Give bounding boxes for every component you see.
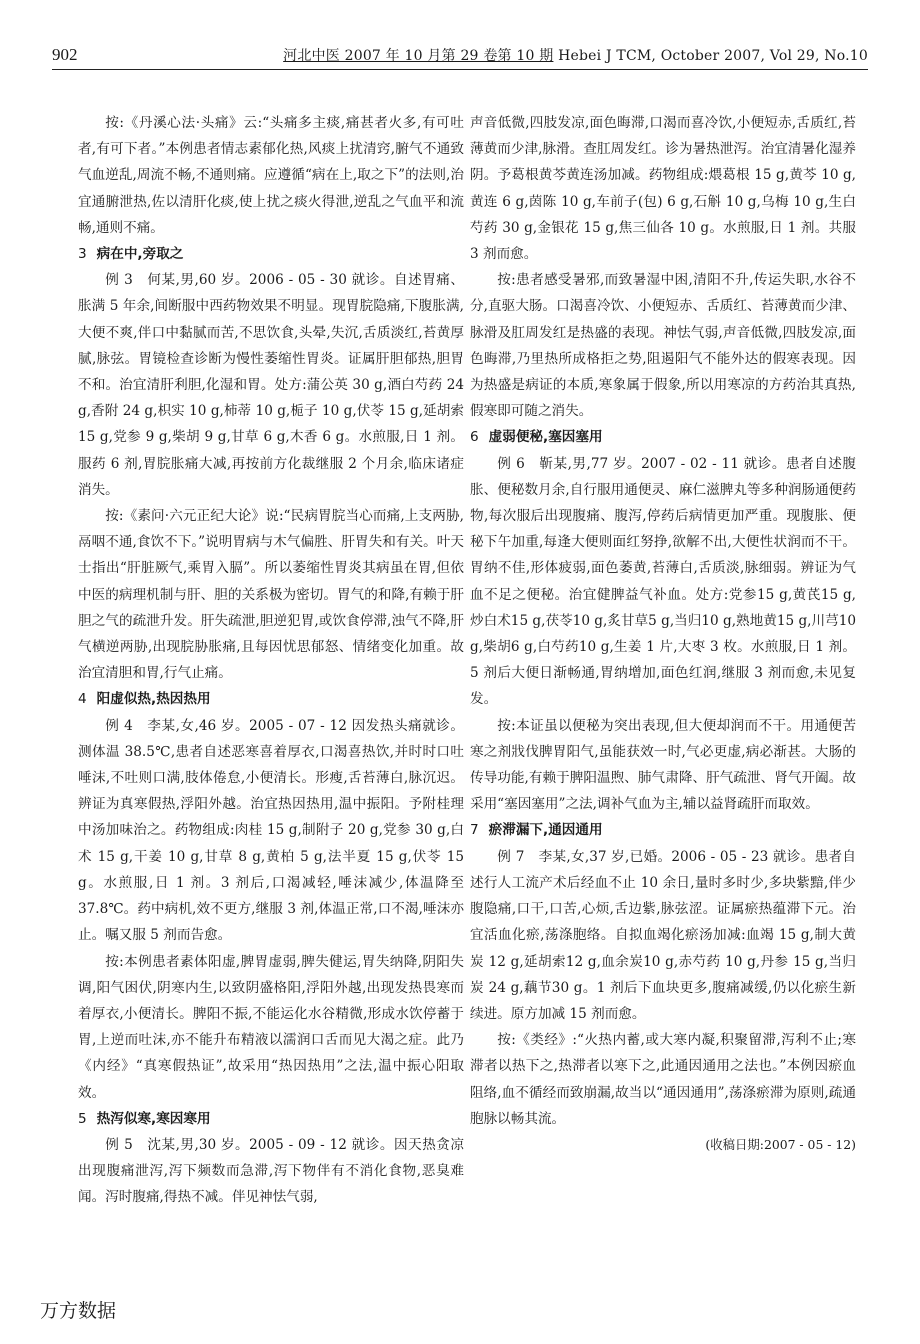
section-number: 7 (470, 822, 479, 839)
commentary-paragraph: 按:《素问·六元正纪大论》说:“民病胃脘当心而痛,上支两胁,鬲咽不通,食饮不下。”说明胃病与木气偏胜、肝胃失和有关。叶天士指出“肝脏厥气,乘胃入膈”。所以萎缩性胃炎其病虽在胃,但依中医的病理机制与肝、胆的关系极为密切。胃气的和降,有赖于肝胆之气的疏泄升发。肝失疏泄,胆逆犯胃,或饮食停滞,浊气不降,肝气横逆两胁,出现脘胁胀痛,且每因忧思郁怒、情绪变化加重。故治宜清胆和胃,行气止痛。 (78, 508, 464, 682)
left-column (78, 110, 464, 1211)
section-title: 瘀滞漏下,通因通用 (488, 822, 603, 839)
case-paragraph: 例 5 沈某,男,30 岁。2005 - 09 - 12 就诊。因天热贪凉出现腹痛泄泻,泻下频数而急滞,泻下物伴有不消化食物,恶臭难闻。泻时腹痛,得热不减。伴见神怯气弱, (78, 1136, 464, 1206)
commentary-paragraph: 按:本例患者素体阳虚,脾胃虚弱,脾失健运,胃失纳降,阴阳失调,阳气困伏,阴寒内生,以致阴盛格阳,浮阳外越,出现发热畏寒而着厚衣,小便清长。脾阳不振,不能运化水谷精微,形成水饮停蓄于胃,上逆而吐沫,亦不能升布精液以濡润口舌而见大渴之症。此乃《内经》“真寒假热证”,故采用“热因热用”之法,温中振心阳取效。 (78, 953, 464, 1101)
section-number: 5 (78, 1110, 87, 1127)
section-heading-5 (78, 1106, 464, 1132)
right-column (470, 110, 856, 1158)
case-paragraph-continued: 声音低微,四肢发凉,面色晦滞,口渴而喜冷饮,小便短赤,舌质红,苔薄黄而少津,脉滑。查肛周发红。诊为暑热泄泻。治宜清暑化湿养阴。予葛根黄芩黄连汤加减。药物组成:煨葛根 15 g,黄芩 10 g,黄连 6 g,茵陈 10 g,车前子(包) 6 g,石斛 10 g,乌梅 10 g,生白芍药 30 g,金银花 15 g,焦三仙各 10 g。水煎服,日 1 剂。共服 3 剂而愈。 (470, 115, 856, 263)
section-heading-6 (470, 424, 856, 450)
journal-citation (283, 45, 868, 65)
section-title: 病在中,旁取之 (96, 246, 184, 263)
page-number: 902 (52, 45, 78, 64)
commentary-paragraph: 按:患者感受暑邪,而致暑湿中困,清阳不升,传运失职,水谷不分,直驱大肠。口渴喜冷饮、小便短赤、舌质红、苔薄黄而少津、脉滑及肛周发红是热盛的表现。神怯气弱,声音低微,四肢发凉,面色晦滞,乃里热所成格拒之势,阻遏阳气不能外达的假寒表现。因为热盛是病证的本质,寒象属于假象,所以用寒凉的方药治其真热,假寒即可随之消失。 (470, 272, 856, 420)
case-paragraph: 例 7 李某,女,37 岁,已婚。2006 - 05 - 23 就诊。患者自述行人工流产术后经血不止 10 余日,量时多时少,多块紫黯,伴少腹隐痛,口干,口苦,心烦,舌边紫,脉弦涩。证属瘀热蕴滞下元。治宜活血化瘀,荡涤胞络。自拟血竭化瘀汤加减:血竭 15 g,制大黄炭 12 g,延胡索12 g,血余炭10 g,赤芍药 10 g,丹参 15 g,当归炭 24 g,藕节30 g。1 剂后下血块更多,腹痛减缓,仍以化瘀生新续进。原方加减 15 剂而愈。 (470, 848, 856, 1022)
section-title: 热泻似寒,寒因寒用 (96, 1110, 211, 1127)
section-heading-4 (78, 686, 464, 712)
section-number: 3 (78, 246, 87, 263)
journal-citation-cn: 河北中医 2007 年 10 月第 29 卷第 10 期 (283, 48, 554, 64)
footer-brand: 万方数据 (40, 1300, 117, 1322)
section-title: 阳虚似热,热因热用 (96, 691, 211, 708)
case-paragraph: 例 6 靳某,男,77 岁。2007 - 02 - 11 就诊。患者自述腹胀、便秘数月余,自行服用通便灵、麻仁滋脾丸等多种润肠通便药物,每次服后出现腹痛、腹泻,停药后病情更加严重。现腹胀、便秘下午加重,每逢大便则面红努挣,欲解不出,大便性状润而不干。胃纳不佳,形体疲弱,面色萎黄,苔薄白,舌质淡,脉细弱。辨证为气血不足之便秘。治宜健脾益气补血。处方:党参15 g,黄芪15 g,炒白术15 g,茯苓10 g,炙甘草5 g,当归10 g,熟地黄15 g,川芎10 g,柴胡6 g,白芍药10 g,生姜 1 片,大枣 3 枚。水煎服,日 1 剂。5 剂后大便日渐畅通,胃纳增加,面色红润,继服 3 剂而愈,未见复发。 (470, 455, 856, 708)
section-heading-7 (470, 817, 856, 843)
case-paragraph: 例 3 何某,男,60 岁。2006 - 05 - 30 就诊。自述胃痛、胀满 5 年余,间断服中西药物效果不明显。现胃脘隐痛,下腹胀满,大便不爽,伴口中黏腻而苦,不思饮食,头晕,失沉,舌质淡红,苔黄厚腻,脉弦。胃镜检查诊断为慢性萎缩性胃炎。证属肝胆郁热,胆胃不和。治宜清肝利胆,化湿和胃。处方:蒲公英 30 g,酒白芍药 24 g,香附 24 g,枳实 10 g,柿蒂 10 g,栀子 10 g,伏苓 15 g,延胡索 15 g,党参 9 g,柴胡 9 g,甘草 6 g,木香 6 g。水煎服,日 1 剂。服药 6 剂,胃脘胀痛大减,再按前方化裁继服 2 个月余,临床诸症消失。 (78, 272, 464, 498)
commentary-paragraph: 按:本证虽以便秘为突出表现,但大便却润而不干。用通便苦寒之剂戕伐脾胃阳气,虽能获效一时,气必更虚,病必渐甚。大肠的传导功能,有赖于脾阳温煦、肺气肃降、肝气疏泄、肾气开阖。故采用“塞因塞用”之法,调补气血为主,辅以益肾疏肝而取效。 (470, 717, 856, 813)
section-title: 虚弱便秘,塞因塞用 (488, 429, 603, 446)
case-paragraph: 例 4 李某,女,46 岁。2005 - 07 - 12 因发热头痛就诊。测体温 38.5℃,患者自述恶寒喜着厚衣,口渴喜热饮,并时时口吐唾沫,不吐则口满,肢体倦怠,小便清长。形瘦,舌苔薄白,脉沉迟。辨证为真寒假热,浮阳外越。治宜热因热用,温中振阳。予附桂理中汤加味治之。药物组成:肉桂 15 g,制附子 20 g,党参 30 g,白术 15 g,干姜 10 g,甘草 8 g,黄柏 5 g,法半夏 15 g,伏苓 15 g。水煎服,日 1 剂。3 剂后,口渴减轻,唾沫减少,体温降至 37.8℃。药中病机,效不更方,继服 3 剂,体温正常,口不渴,唾沫亦止。嘱又服 5 剂而告愈。 (78, 717, 464, 944)
section-number: 6 (470, 429, 479, 446)
commentary-paragraph: 按:《丹溪心法·头痛》云:“头痛多主痰,痛甚者火多,有可吐者,有可下者。”本例患者情志素郁化热,风痰上扰清窍,腑气不通致气血逆乱,周流不畅,不通则痛。应遵循“病在上,取之下”的法则,治宜通腑泄热,佐以清肝化痰,使上扰之痰火得泄,逆乱之气血平和流畅,通则不痛。 (78, 115, 464, 236)
received-date: (收稿日期:2007 - 05 - 12) (705, 1136, 856, 1152)
section-number: 4 (78, 691, 87, 708)
running-header (52, 44, 868, 70)
commentary-paragraph: 按:《类经》:“火热内蓄,或大寒内凝,积聚留滞,泻利不止;寒滞者以热下之,热滞者以寒下之,此通因通用之法也。”本例因瘀血阻络,血不循经而致崩漏,故当以“通因通用”,荡涤瘀滞为原则,疏通胞脉以畅其流。 (470, 1032, 856, 1127)
journal-citation-en: Hebei J TCM, October 2007, Vol 29, No.10 (558, 48, 868, 64)
section-heading-3 (78, 241, 464, 267)
